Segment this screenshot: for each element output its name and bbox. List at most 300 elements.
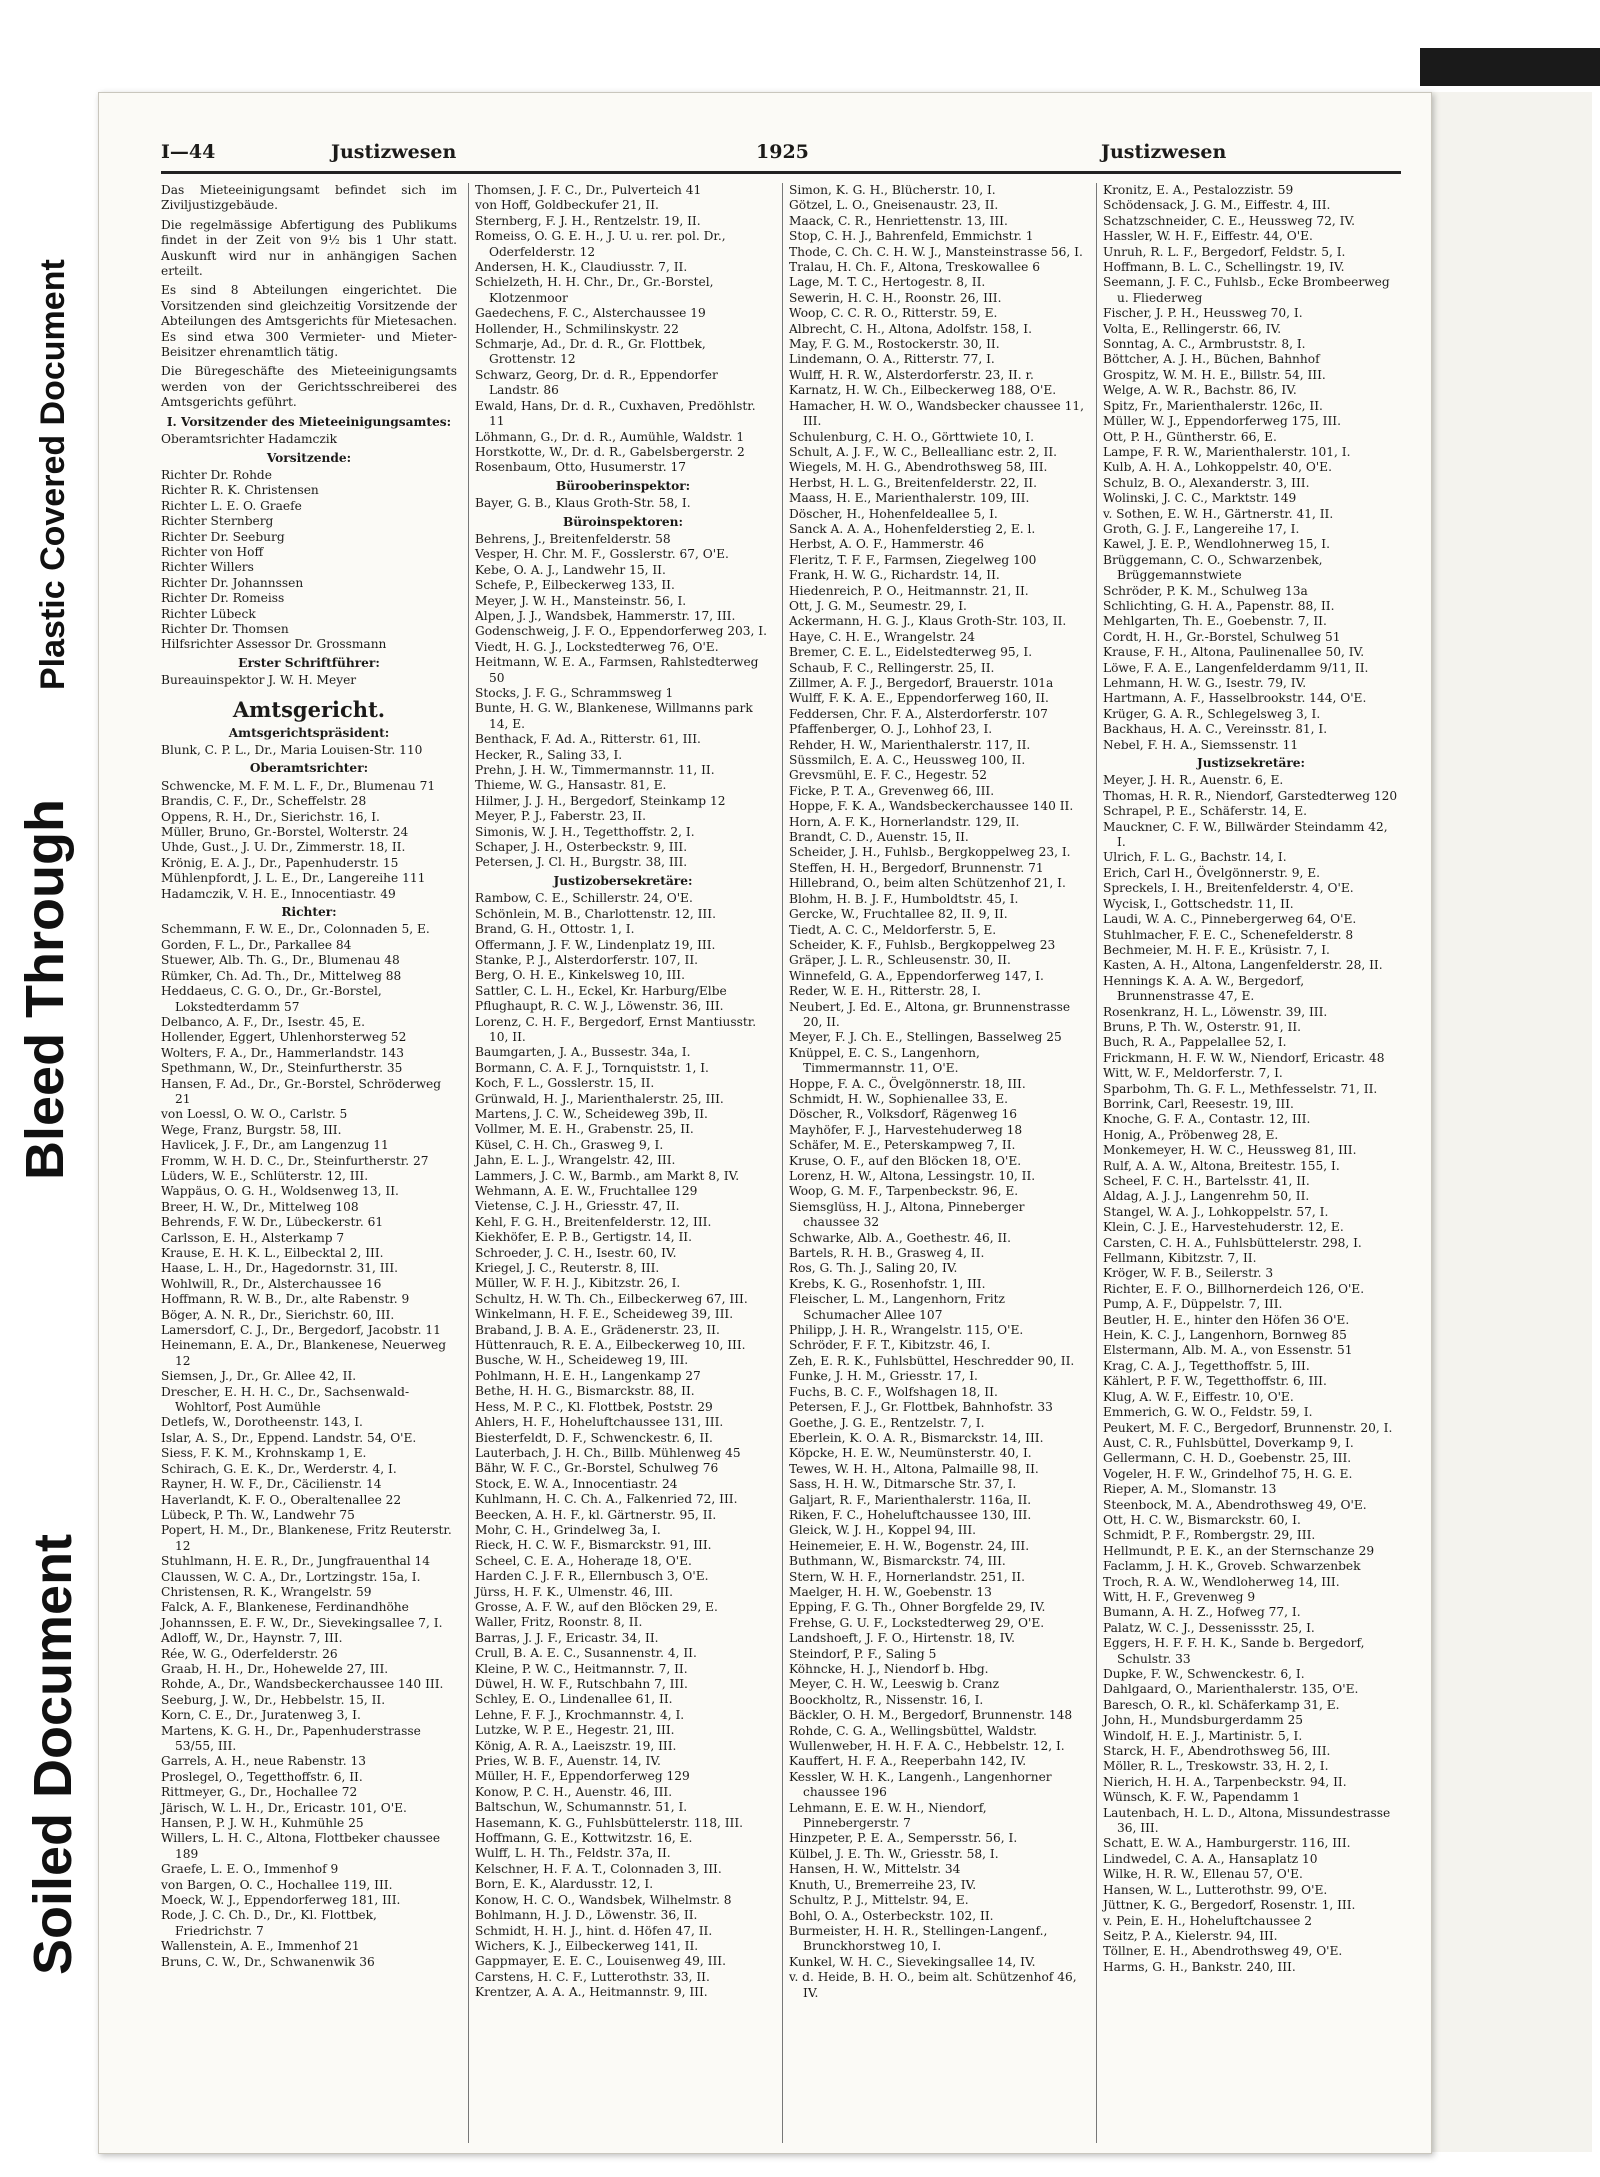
directory-entry: Waller, Fritz, Roonstr. 8, II. bbox=[475, 1615, 643, 1630]
section-heading: Amtsgerichtspräsident: bbox=[228, 725, 390, 740]
directory-entry: Erich, Carl H., Övelgönnerstr. 9, E. bbox=[1103, 865, 1321, 880]
directory-entry: Baumgarten, J. A., Bussestr. 34a, I. bbox=[475, 1045, 691, 1060]
directory-entry: Sonntag, A. C., Armbruststr. 8, I. bbox=[1103, 337, 1306, 352]
intro-paragraph: Die Büregeschäfte des Mieteeinigungsamts werden von der Gerichtsschreiberei des Amtsgerichts geführt. bbox=[161, 364, 457, 410]
directory-entry: Rosenbaum, Otto, Husumerstr. 17 bbox=[475, 460, 686, 475]
directory-entry: Blunk, C. P. L., Dr., Maria Louisen-Str. 110 bbox=[161, 743, 423, 757]
directory-entry: Gleick, W. J. H., Koppel 94, III. bbox=[789, 1523, 977, 1538]
section-heading: Richter: bbox=[281, 905, 337, 920]
directory-entry: Biesterfeldt, D. F., Schwenckestr. 6, II. bbox=[475, 1430, 713, 1445]
directory-entry: Claussen, W. C. A., Dr., Lortzingstr. 15a, I. bbox=[161, 1569, 421, 1584]
directory-entry: Kröger, W. F. B., Seilerstr. 3 bbox=[1103, 1266, 1274, 1281]
directory-entry: Lorenz, H. W., Altona, Lessingstr. 10, II. bbox=[789, 1169, 1036, 1183]
directory-entry: Pfaffenberger, O. J., Lohhof 23, I. bbox=[789, 722, 993, 737]
directory-entry: Scheel, F. C. H., Bartelsstr. 41, II. bbox=[1103, 1174, 1310, 1188]
directory-entry: Krause, F. H., Altona, Paulinenallee 50, IV. bbox=[1103, 645, 1365, 660]
directory-entry: Jahn, E. L. J., Wrangelstr. 42, III. bbox=[475, 1153, 676, 1168]
directory-entry: Süssmilch, E. A. C., Heussweg 100, II. bbox=[789, 753, 1026, 768]
directory-entry: Stern, W. H. F., Hornerlandstr. 251, II. bbox=[789, 1569, 1025, 1584]
directory-entry: Berg, O. H. E., Kinkelsweg 10, III. bbox=[475, 968, 685, 983]
directory-entry: Steindorf, P. F., Saling 5 bbox=[789, 1646, 937, 1661]
directory-entry: Dupke, F. W., Schwenckestr. 6, I. bbox=[1103, 1667, 1305, 1681]
directory-entry: Hellmundt, P. E. K., an der Sternschanze 29 bbox=[1103, 1543, 1375, 1558]
directory-entry: Kawel, J. E. P., Wendlohnerweg 15, I. bbox=[1103, 537, 1330, 552]
directory-entry: v. Sothen, E. W. H., Gärtnerstr. 41, II. bbox=[1103, 506, 1334, 521]
directory-entry: Adloff, W., Dr., Haynstr. 7, III. bbox=[161, 1631, 343, 1646]
directory-entry: Meyer, J. W. H., Mansteinstr. 56, I. bbox=[475, 593, 687, 608]
directory-entry: Lamersdorf, C. J., Dr., Bergedorf, Jacobstr. 11 bbox=[161, 1323, 441, 1338]
section-heading: Vorsitzende: bbox=[266, 450, 352, 465]
directory-entry: Jüttner, K. G., Bergedorf, Rosenstr. 1, III. bbox=[1103, 1898, 1356, 1913]
directory-entry: Unruh, R. L. F., Bergedorf, Feldstr. 5, I. bbox=[1103, 244, 1346, 259]
document-page bbox=[98, 92, 1432, 2154]
directory-entry: Gellermann, C. H. D., Goebenstr. 25, III. bbox=[1103, 1451, 1352, 1466]
directory-entry: Richter, E. F. O., Billhornerdeich 126, O'E. bbox=[1103, 1281, 1365, 1296]
header-rule bbox=[161, 171, 1401, 174]
directory-entry: Fleritz, T. F. F., Farmsen, Ziegelweg 100 bbox=[789, 552, 1037, 567]
directory-entry: Falck, A. F., Blankenese, Ferdinandhöhe bbox=[161, 1600, 409, 1615]
directory-entry: Breer, H. W., Dr., Mittelweg 108 bbox=[161, 1199, 359, 1214]
directory-entry: Kuhlmann, H. C. Ch. A., Falkenried 72, III. bbox=[475, 1492, 738, 1507]
directory-entry: Rohde, C. G. A., Wellingsbüttel, Waldstr. bbox=[789, 1723, 1037, 1738]
directory-entry: Hoffmann, B. L. C., Schellingstr. 19, IV. bbox=[1103, 260, 1345, 275]
directory-entry: Romeiss, O. G. E. H., J. U. u. rer. pol. Dr., Oderfelderstr. 12 bbox=[475, 229, 726, 259]
directory-entry: Kulb, A. H. A., Lohkoppelstr. 40, O'E. bbox=[1103, 460, 1332, 475]
directory-entry: Volta, E., Rellingerstr. 66, IV. bbox=[1103, 321, 1282, 336]
directory-entry: Knüppel, E. C. S., Langenhorn, Timmermannstr. 11, O'E. bbox=[789, 1045, 980, 1076]
directory-entry: Kleine, P. W. C., Heitmannstr. 7, II. bbox=[475, 1661, 688, 1676]
directory-entry: Scheider, K. F., Fuhlsb., Bergkoppelweg 23 bbox=[789, 937, 1056, 952]
directory-entry: Riken, F. C., Hoheluftchaussee 130, III. bbox=[789, 1507, 1032, 1522]
directory-entry: Fuchs, B. C. F., Wolfshagen 18, II. bbox=[789, 1384, 998, 1399]
directory-entry: Herbst, H. L. G., Breitenfelderstr. 22, II. bbox=[789, 475, 1037, 490]
directory-entry: Grünwald, H. J., Marienthalerstr. 25, III. bbox=[475, 1091, 724, 1106]
directory-entry: Peukert, M. F. C., Bergedorf, Brunnenstr. 20, I. bbox=[1103, 1420, 1393, 1435]
directory-entry: Kauffert, H. F. A., Reeperbahn 142, IV. bbox=[789, 1754, 1027, 1769]
directory-entry: Heinemann, E. A., Dr., Blankenese, Neuerweg 12 bbox=[161, 1338, 447, 1368]
directory-entry: Schmarje, Ad., Dr. d. R., Gr. Flottbek, Grottenstr. 12 bbox=[475, 337, 706, 367]
directory-entry: Uhde, Gust., J. U. Dr., Zimmerstr. 18, II. bbox=[161, 840, 406, 855]
directory-entry: Schlichting, G. H. A., Papenstr. 88, II. bbox=[1103, 598, 1335, 613]
directory-entry: Spitz, Fr., Marienthalerstr. 126c, II. bbox=[1103, 398, 1323, 413]
directory-entry: Godenschweig, J. F. O., Eppendorferweg 203, I. bbox=[475, 624, 767, 639]
directory-entry: Stock, E. W. A., Innocentiastr. 24 bbox=[475, 1476, 678, 1491]
intro-paragraph: Die regelmässige Abfertigung des Publikums findet in der Zeit von 9½ bis 1 Uhr statt. Auskunft wird nur in anhängigen Sachen erteilt. bbox=[161, 217, 457, 279]
directory-entry: Stuewer, Alb. Th. G., Dr., Blumenau 48 bbox=[161, 953, 400, 968]
directory-entry: Emmerich, G. W. O., Feldstr. 59, I. bbox=[1103, 1405, 1313, 1420]
directory-entry: von Bargen, O. C., Hochallee 119, III. bbox=[161, 1877, 393, 1892]
directory-entry: Rambow, C. E., Schillerstr. 24, O'E. bbox=[475, 891, 693, 906]
directory-entry: Köpcke, H. E. W., Neumünsterstr. 40, I. bbox=[789, 1446, 1032, 1461]
directory-entry: Kriegel, J. C., Reuterstr. 8, III. bbox=[475, 1261, 660, 1276]
directory-entry: Bureauinspektor J. W. H. Meyer bbox=[161, 673, 357, 688]
directory-entry: Schielzeth, H. H. Chr., Dr., Gr.-Borstel, Klotzenmoor bbox=[475, 275, 714, 305]
directory-entry: Schultz, P. J., Mittelstr. 94, E. bbox=[789, 1893, 969, 1908]
directory-entry: Troch, R. A. W., Wendloherweg 14, III. bbox=[1103, 1574, 1340, 1589]
directory-entry: Lehmann, E. E. W. H., Niendorf, Pinnebergerstr. 7 bbox=[789, 1800, 987, 1831]
directory-entry: Hoppe, F. K. A., Wandsbeckerchaussee 140 II. bbox=[789, 799, 1074, 814]
directory-entry: Moeck, W. J., Eppendorferweg 181, III. bbox=[161, 1893, 401, 1908]
side-label-bleed: Bleed Through bbox=[15, 799, 75, 1180]
directory-entry: Gercke, W., Fruchtallee 82, II. 9, II. bbox=[789, 907, 1008, 922]
directory-entry: Baltschun, W., Schumannstr. 51, I. bbox=[475, 1800, 688, 1815]
directory-entry: Graab, H. H., Dr., Hohewelde 27, III. bbox=[161, 1661, 389, 1676]
directory-entry: Barras, J. J. F., Ericastr. 34, II. bbox=[475, 1630, 659, 1645]
directory-entry: Karnatz, H. W. Ch., Eilbeckerweg 188, O'E. bbox=[789, 383, 1057, 398]
directory-entry: Götzel, L. O., Gneisenaustr. 23, II. bbox=[789, 198, 999, 213]
directory-entry: Kebe, O. A. J., Landwehr 15, II. bbox=[475, 562, 666, 577]
directory-entry: Meyer, F. J. Ch. E., Stellingen, Basselweg 25 bbox=[789, 1030, 1062, 1045]
directory-entry: Aldag, A. J. J., Langenrehm 50, II. bbox=[1103, 1189, 1310, 1204]
directory-entry: Siemsglüss, H. J., Altona, Pinneberger chaussee 32 bbox=[789, 1199, 1025, 1230]
directory-entry: Schwencke, M. F. M. L. F., Dr., Blumenau 71 bbox=[161, 778, 436, 793]
directory-entry: Klug, A. W. F., Eiffestr. 10, O'E. bbox=[1103, 1389, 1294, 1404]
directory-entry: v. Pein, E. H., Hoheluftchaussee 2 bbox=[1103, 1913, 1312, 1928]
column-4 bbox=[1103, 183, 1399, 1975]
section-heading: Amtsgericht. bbox=[232, 696, 386, 722]
directory-entry: Schmidt, H. W., Sophienallee 33, E. bbox=[789, 1091, 1009, 1106]
directory-entry: Schatt, E. W. A., Hamburgerstr. 116, III. bbox=[1103, 1836, 1351, 1851]
directory-entry: Hilfsrichter Assessor Dr. Grossmann bbox=[161, 637, 387, 652]
directory-entry: Ott, H. C. W., Bismarckstr. 60, I. bbox=[1103, 1512, 1301, 1527]
directory-entry: Willers, L. H. C., Altona, Flottbeker chaussee 189 bbox=[161, 1831, 441, 1861]
directory-entry: Wege, Franz, Burgstr. 58, III. bbox=[161, 1122, 342, 1137]
directory-entry: Garrels, A. H., neue Rabenstr. 13 bbox=[161, 1754, 367, 1769]
directory-entry: Delbanco, A. F., Dr., Isestr. 45, E. bbox=[161, 1014, 366, 1029]
directory-entry: Küsel, C. H. Ch., Grasweg 9, I. bbox=[475, 1137, 664, 1152]
directory-entry: Borrink, Carl, Reesestr. 19, III. bbox=[1103, 1096, 1294, 1111]
directory-entry: Witt, H. F., Grevenweg 9 bbox=[1103, 1589, 1256, 1604]
directory-entry: Haverlandt, K. F. O., Oberaltenallee 22 bbox=[161, 1492, 402, 1507]
directory-entry: Baresch, O. R., kl. Schäferkamp 31, E. bbox=[1103, 1697, 1340, 1712]
directory-entry: Monkemeyer, H. W. C., Heussweg 81, III. bbox=[1103, 1143, 1357, 1158]
directory-entry: Krause, E. H. K. L., Eilbecktal 2, III. bbox=[161, 1246, 384, 1260]
directory-entry: Zillmer, A. F. J., Bergedorf, Brauerstr. 101a bbox=[789, 676, 1054, 690]
directory-entry: Richter Dr. Thomsen bbox=[161, 621, 289, 636]
directory-entry: Blohm, H. B. J. F., Humboldtstr. 45, I. bbox=[789, 891, 1019, 906]
directory-entry: Wappäus, O. G. H., Woldsenweg 13, II. bbox=[161, 1184, 399, 1199]
directory-entry: Schmidt, P. F., Rombergstr. 29, III. bbox=[1103, 1528, 1316, 1543]
directory-entry: Goethe, J. G. E., Rentzelstr. 7, I. bbox=[789, 1415, 985, 1430]
directory-entry: Behrends, F. W. Dr., Lübeckerstr. 61 bbox=[161, 1215, 384, 1230]
directory-entry: Richter Dr. Romeiss bbox=[161, 591, 285, 606]
directory-entry: Krebs, K. G., Rosenhofstr. 1, III. bbox=[789, 1276, 986, 1291]
directory-entry: Grosse, A. F. W., auf den Blöcken 29, E. bbox=[475, 1599, 718, 1614]
directory-entry: Oberamtsrichter Hadamczik bbox=[161, 432, 338, 447]
next-page-edge bbox=[1430, 92, 1592, 2152]
directory-entry: Döscher, H., Hohenfeldeallee 5, I. bbox=[789, 506, 998, 521]
directory-entry: Siemsen, J., Dr., Gr. Allee 42, II. bbox=[161, 1369, 357, 1384]
directory-entry: Müller, H. F., Eppendorferweg 129 bbox=[475, 1769, 690, 1784]
directory-entry: Töllner, E. H., Abendrothsweg 49, O'E. bbox=[1103, 1944, 1343, 1959]
directory-entry: Wulff, H. R. W., Alsterdorferstr. 23, II. r. bbox=[789, 367, 1034, 382]
directory-entry: Petersen, J. Cl. H., Burgstr. 38, III. bbox=[475, 855, 688, 870]
directory-entry: Tiedt, A. C. C., Meldorferstr. 5, E. bbox=[789, 922, 997, 937]
directory-entry: Winnefeld, G. A., Eppendorferweg 147, I. bbox=[789, 968, 1044, 983]
directory-entry: Herbst, A. O. F., Hammerstr. 46 bbox=[789, 537, 985, 552]
directory-entry: Hüttenrauch, R. E. A., Eilbeckerweg 10, III. bbox=[475, 1338, 746, 1353]
page-number: I—44 bbox=[161, 141, 216, 163]
directory-entry: Mauckner, C. F. W., Billwärder Steindamm 42, I. bbox=[1103, 819, 1388, 850]
column-divider bbox=[1096, 183, 1097, 2143]
directory-entry: Hoffmann, G. E., Kottwitzstr. 16, E. bbox=[475, 1831, 693, 1846]
directory-entry: Siess, F. K. M., Krohnskamp 1, E. bbox=[161, 1446, 367, 1461]
directory-entry: Wichers, K. J., Eilbeckerweg 141, II. bbox=[475, 1938, 699, 1953]
directory-entry: Schulenburg, C. H. O., Görttwiete 10, I. bbox=[789, 429, 1034, 444]
directory-entry: Düwel, H. W. F., Rutschbahn 7, III. bbox=[475, 1677, 688, 1691]
directory-entry: v. d. Heide, B. H. O., beim alt. Schützenhof 46, IV. bbox=[789, 1970, 1077, 2000]
directory-entry: Lehmann, H. W. G., Isestr. 79, IV. bbox=[1103, 676, 1307, 690]
directory-entry: Frehse, G. U. F., Lockstedterweg 29, O'E. bbox=[789, 1615, 1045, 1630]
directory-entry: Richter von Hoff bbox=[161, 544, 264, 559]
directory-entry: Dahlgaard, O., Marienthalerstr. 135, O'E. bbox=[1103, 1682, 1359, 1697]
side-label-soiled: Soiled Document bbox=[23, 1533, 83, 1975]
directory-entry: Möller, R. L., Treskowstr. 33, H. 2, I. bbox=[1103, 1759, 1329, 1774]
directory-entry: Stocks, J. F. G., Schrammsweg 1 bbox=[475, 686, 674, 700]
directory-entry: Hartmann, A. F., Hasselbrookstr. 144, O'E. bbox=[1103, 691, 1367, 706]
directory-entry: Schley, E. O., Lindenallee 61, II. bbox=[475, 1692, 673, 1707]
directory-entry: Viedt, H. G. J., Lockstedterweg 76, O'E. bbox=[475, 639, 719, 654]
directory-entry: Lautenbach, H. L. D., Altona, Missundestrasse 36, III. bbox=[1103, 1805, 1391, 1836]
directory-entry: Schröder, F. F. T., Kibitzstr. 46, I. bbox=[789, 1338, 991, 1353]
intro-paragraph: Das Mieteeinigungsamt befindet sich im Ziviljustizgebäude. bbox=[161, 183, 457, 213]
directory-entry: Maass, H. E., Marienthalerstr. 109, III. bbox=[789, 491, 1030, 506]
directory-entry: Busche, W. H., Scheideweg 19, III. bbox=[475, 1353, 689, 1368]
directory-entry: Lauterbach, J. H. Ch., Billb. Mühlenweg 45 bbox=[475, 1445, 741, 1460]
directory-entry: von Hoff, Goldbeckufer 21, II. bbox=[475, 198, 659, 213]
directory-entry: Böger, A. N. R., Dr., Sierichstr. 60, III. bbox=[161, 1307, 395, 1322]
directory-entry: Welge, A. W. R., Bachstr. 86, IV. bbox=[1103, 383, 1297, 398]
directory-entry: Starck, H. F., Abendrothsweg 56, III. bbox=[1103, 1744, 1331, 1759]
directory-entry: Lindemann, O. A., Ritterstr. 77, I. bbox=[789, 352, 995, 367]
directory-entry: Richter Lübeck bbox=[161, 606, 256, 621]
directory-entry: Witt, W. F., Meldorferstr. 7, I. bbox=[1103, 1066, 1283, 1081]
directory-entry: Wallenstein, A. E., Immenhof 21 bbox=[161, 1939, 360, 1954]
directory-entry: Palatz, W. C. J., Dessenissstr. 25, I. bbox=[1103, 1620, 1315, 1635]
directory-entry: Hess, M. P. C., Kl. Flottbek, Poststr. 29 bbox=[475, 1399, 713, 1414]
directory-entry: Horn, A. F. K., Hornerlandstr. 129, II. bbox=[789, 814, 1020, 829]
column-1 bbox=[161, 183, 457, 1970]
directory-entry: Windolf, H. E. J., Martinistr. 5, I. bbox=[1103, 1728, 1303, 1743]
directory-entry: Müller, Bruno, Gr.-Borstel, Wolterstr. 24 bbox=[161, 825, 409, 840]
directory-entry: Brüggemann, C. O., Schwarzenbek, Brüggemannstwiete bbox=[1103, 552, 1323, 583]
directory-entry: Gräper, J. L. R., Schleusenstr. 30, II. bbox=[789, 953, 1011, 968]
directory-entry: Simonis, W. J. H., Tegetthoffstr. 2, I. bbox=[475, 824, 695, 839]
directory-entry: Rohde, A., Dr., Wandsbeckerchaussee 140 III. bbox=[161, 1677, 444, 1692]
directory-entry: Wünsch, K. F. W., Papendamm 1 bbox=[1103, 1790, 1301, 1805]
directory-entry: Brandt, C. D., Auenstr. 15, II. bbox=[789, 830, 969, 845]
directory-entry: Rode, J. C. Ch. D., Dr., Kl. Flottbek, Friedrichstr. 7 bbox=[161, 1908, 377, 1938]
directory-entry: Tewes, W. H. H., Altona, Palmaille 98, II. bbox=[789, 1461, 1039, 1476]
directory-entry: Spethmann, W., Dr., Steinfurtherstr. 35 bbox=[161, 1061, 403, 1076]
intro-paragraph: Es sind 8 Abteilungen eingerichtet. Die Vorsitzenden sind gleichzeitig Vorsitzende der Abteilungen des Amtsgerichts für Mietesachen. Es sind etwa 300 Vermieter- und Mieter-Beisitzer ehrenamtlich tätig. bbox=[161, 283, 457, 360]
directory-entry: Döscher, R., Volksdorf, Rägenweg 16 bbox=[789, 1107, 1018, 1122]
directory-entry: Crull, B. A. E. C., Susannenstr. 4, II. bbox=[475, 1646, 697, 1661]
directory-entry: Steenbock, M. A., Abendrothsweg 49, O'E. bbox=[1103, 1497, 1367, 1512]
directory-entry: Groth, G. J. F., Langereihe 17, I. bbox=[1103, 521, 1300, 536]
directory-entry: Tralau, H. Ch. F., Altona, Treskowallee 6 bbox=[789, 260, 1040, 275]
directory-entry: Elstermann, Alb. M. A., von Essenstr. 51 bbox=[1103, 1343, 1353, 1358]
directory-entry: Beecken, A. H. F., kl. Gärtnerstr. 95, II. bbox=[475, 1507, 717, 1522]
directory-entry: Stangel, W. A. J., Lohkoppelstr. 57, I. bbox=[1103, 1204, 1329, 1219]
directory-entry: Kiekhöfer, E. P. B., Gertigstr. 14, II. bbox=[475, 1230, 692, 1245]
directory-entry: Sattler, C. L. H., Eckel, Kr. Harburg/Elbe bbox=[475, 983, 727, 998]
directory-entry: Krüger, G. A. R., Schlegelsweg 3, I. bbox=[1103, 706, 1321, 721]
directory-entry: Rayner, H. W. F., Dr., Cäcilienstr. 14 bbox=[161, 1477, 382, 1492]
directory-entry: Krag, C. A. J., Tegetthoffstr. 5, III. bbox=[1103, 1358, 1310, 1373]
directory-entry: Stop, C. H. J., Bahrenfeld, Emmichstr. 1 bbox=[789, 229, 1034, 244]
directory-entry: Havlicek, J. F., Dr., am Langenzug 11 bbox=[161, 1138, 389, 1153]
directory-entry: Harms, G. H., Bankstr. 240, III. bbox=[1103, 1959, 1296, 1974]
directory-entry: Kruse, O. F., auf den Blöcken 18, O'E. bbox=[789, 1153, 1022, 1168]
directory-entry: Konow, H. C. O., Wandsbek, Wilhelmstr. 8 bbox=[475, 1892, 732, 1907]
directory-entry: Schult, A. J. F., W. C., Belleallianc estr. 2, II. bbox=[789, 444, 1058, 459]
directory-entry: Hennings K. A. A. W., Bergedorf, Brunnenstrasse 47, E. bbox=[1103, 973, 1305, 1004]
section-heading: Justizsekretäre: bbox=[1196, 756, 1306, 771]
directory-entry: Ulrich, F. L. G., Bachstr. 14, I. bbox=[1103, 850, 1287, 865]
directory-entry: Schroeder, J. C. H., Isestr. 60, IV. bbox=[475, 1245, 677, 1260]
directory-entry: Ackermann, H. G. J., Klaus Groth-Str. 103, II. bbox=[789, 614, 1067, 629]
directory-entry: Alpen, J. J., Wandsbek, Hammerstr. 17, III. bbox=[475, 608, 736, 623]
directory-entry: Müller, W. J., Eppendorferweg 175, III. bbox=[1103, 414, 1341, 429]
directory-entry: Fromm, W. H. D. C., Dr., Steinfurtherstr. 27 bbox=[161, 1153, 429, 1168]
directory-entry: König, A. R. A., Laeiszstr. 19, III. bbox=[475, 1738, 677, 1753]
directory-entry: Ficke, P. T. A., Grevenweg 66, III. bbox=[789, 783, 995, 798]
directory-entry: Fellmann, Kibitzstr. 7, II. bbox=[1103, 1251, 1257, 1266]
directory-entry: Hassler, W. H. F., Eiffestr. 44, O'E. bbox=[1103, 229, 1313, 244]
directory-entry: Richter Dr. Johannssen bbox=[161, 575, 304, 590]
directory-entry: Wulff, F. K. A. E., Eppendorferweg 160, II. bbox=[789, 691, 1049, 706]
directory-entry: Knoche, G. F. A., Contastr. 12, III. bbox=[1103, 1112, 1311, 1127]
directory-entry: Bethe, H. H. G., Bismarckstr. 88, II. bbox=[475, 1384, 695, 1399]
directory-entry: Seemann, J. F. C., Fuhlsb., Ecke Brombeerweg u. Fliederweg bbox=[1103, 275, 1390, 305]
directory-entry: Hadamczik, V. H. E., Innocentiastr. 49 bbox=[161, 886, 396, 901]
directory-entry: Rulf, A. A. W., Altona, Breitestr. 155, I. bbox=[1103, 1158, 1340, 1173]
directory-entry: Hein, K. C. J., Langenhorn, Bornweg 85 bbox=[1103, 1328, 1347, 1343]
directory-entry: Bormann, C. A. F. J., Tornquiststr. 1, I. bbox=[475, 1060, 709, 1075]
directory-entry: Rieck, H. C. W. F., Bismarckstr. 91, III. bbox=[475, 1538, 712, 1553]
directory-entry: Schatzschneider, C. E., Heussweg 72, IV. bbox=[1103, 213, 1356, 228]
directory-entry: Honig, A., Pröbenweg 28, E. bbox=[1103, 1127, 1279, 1142]
directory-entry: Lehne, F. F. J., Krochmannstr. 4, I. bbox=[475, 1707, 685, 1722]
section-heading: Bürooberinspektor: bbox=[555, 478, 691, 493]
directory-entry: Maelger, H. H. W., Goebenstr. 13 bbox=[789, 1584, 992, 1599]
directory-entry: Andersen, H. K., Claudiusstr. 7, II. bbox=[475, 260, 688, 275]
directory-entry: Schödensack, J. G. M., Eiffestr. 4, III. bbox=[1103, 198, 1331, 213]
directory-entry: Schaper, J. H., Osterbeckstr. 9, III. bbox=[475, 840, 688, 855]
directory-entry: Richter Dr. Seeburg bbox=[161, 529, 285, 544]
directory-entry: Neubert, J. Ed. E., Altona, gr. Brunnenstrasse 20, II. bbox=[789, 999, 1071, 1029]
directory-entry: Richter L. E. O. Graefe bbox=[161, 498, 302, 513]
directory-entry: Lüders, W. E., Schlüterstr. 12, III. bbox=[161, 1168, 369, 1183]
directory-entry: Rée, W. G., Oderfelderstr. 26 bbox=[161, 1646, 338, 1661]
directory-entry: Epping, F. G. Th., Ohner Borgfelde 29, IV. bbox=[789, 1600, 1046, 1615]
directory-entry: Nierich, H. H. A., Tarpenbeckstr. 94, II. bbox=[1103, 1774, 1347, 1789]
directory-entry: Konow, P. C. H., Auenstr. 46, III. bbox=[475, 1784, 673, 1799]
directory-entry: Gorden, F. L., Dr., Parkallee 84 bbox=[161, 937, 352, 952]
directory-entry: Lampe, F. R. W., Marienthalerstr. 101, I. bbox=[1103, 444, 1351, 459]
directory-entry: Köhncke, H. J., Niendorf b. Hbg. bbox=[789, 1662, 989, 1676]
directory-entry: Mühlenpfordt, J. L. E., Dr., Langereihe 111 bbox=[161, 871, 426, 886]
page-header bbox=[161, 141, 1401, 171]
directory-entry: Martens, K. G. H., Dr., Papenhuderstrasse 53/55, III. bbox=[161, 1723, 421, 1753]
directory-entry: Bohlmann, H. J. D., Löwenstr. 36, II. bbox=[475, 1908, 698, 1923]
directory-entry: Rehder, H. W., Marienthalerstr. 117, II. bbox=[789, 737, 1031, 752]
directory-entry: Schemmann, F. W. E., Dr., Colonnaden 5, E. bbox=[161, 922, 430, 937]
directory-entry: Philipp, J. H. R., Wrangelstr. 115, O'E. bbox=[789, 1323, 1024, 1338]
directory-entry: Bunte, H. G. W., Blankenese, Willmanns park 14, E. bbox=[475, 701, 753, 731]
top-right-dark-bar bbox=[1420, 48, 1600, 86]
directory-entry: Pohlmann, H. E. H., Langenkamp 27 bbox=[475, 1368, 701, 1383]
directory-entry: Horstkotte, W., Dr. d. R., Gabelsbergerstr. 2 bbox=[475, 444, 745, 459]
directory-entry: Drescher, E. H. H. C., Dr., Sachsenwald-Wohltorf, Post Aumühle bbox=[161, 1384, 410, 1415]
directory-entry: Vogeler, H. F. W., Grindelhof 75, H. G. E. bbox=[1103, 1466, 1353, 1481]
directory-entry: Hoppe, F. A. C., Övelgönnerstr. 18, III. bbox=[789, 1076, 1026, 1091]
directory-entry: Jürss, H. F. K., Ulmenstr. 46, III. bbox=[475, 1584, 673, 1599]
directory-entry: Schröder, P. K. M., Schulweg 13a bbox=[1103, 583, 1308, 598]
directory-entry: Sass, H. H. W., Ditmarsche Str. 37, I. bbox=[789, 1477, 1017, 1492]
directory-entry: Brandis, C. F., Dr., Scheffelstr. 28 bbox=[161, 794, 367, 809]
directory-entry: Schwarz, Georg, Dr. d. R., Eppendorfer Landstr. 86 bbox=[475, 367, 718, 398]
directory-entry: Beutler, H. E., hinter den Höfen 36 O'E. bbox=[1103, 1312, 1350, 1327]
directory-entry: Kehl, F. G. H., Breitenfelderstr. 12, III. bbox=[475, 1214, 712, 1229]
directory-entry: Haye, C. H. E., Wrangelstr. 24 bbox=[789, 629, 975, 644]
directory-entry: Kählert, P. F. W., Tegetthoffstr. 6, III. bbox=[1103, 1374, 1327, 1389]
directory-entry: Hansen, H. W., Mittelstr. 34 bbox=[789, 1862, 961, 1877]
directory-entry: Korn, C. E., Dr., Juratenweg 3, I. bbox=[161, 1708, 361, 1723]
directory-entry: Hiedenreich, P. O., Heitmannstr. 21, II. bbox=[789, 583, 1029, 598]
directory-entry: Mayhöfer, F. J., Harvestehuderweg 18 bbox=[789, 1122, 1023, 1137]
directory-entry: Meyer, P. J., Faberstr. 23, II. bbox=[475, 809, 646, 824]
directory-entry: Bruns, P. Th. W., Osterstr. 91, II. bbox=[1103, 1019, 1302, 1034]
directory-entry: Knuth, U., Bremerreihe 23, IV. bbox=[789, 1877, 977, 1892]
directory-entry: Gaedechens, F. C., Alsterchaussee 19 bbox=[475, 306, 706, 321]
directory-entry: Thomas, H. R. R., Niendorf, Garstedterweg 120 bbox=[1103, 788, 1398, 803]
directory-entry: Funke, J. H. M., Griesstr. 17, I. bbox=[789, 1369, 978, 1384]
directory-entry: Reder, W. E. H., Ritterstr. 28, I. bbox=[789, 984, 981, 999]
directory-entry: Richter Dr. Rohde bbox=[161, 467, 272, 482]
directory-entry: Haase, L. H., Dr., Hagedornstr. 31, III. bbox=[161, 1261, 399, 1276]
directory-entry: Wycisk, I., Gottschedstr. 11, II. bbox=[1103, 896, 1294, 911]
directory-entry: Wehmann, A. E. W., Fruchtallee 129 bbox=[475, 1184, 698, 1198]
directory-entry: Hinzpeter, P. E. A., Sempersstr. 56, I. bbox=[789, 1831, 1018, 1846]
directory-entry: Schwarke, Alb. A., Goethestr. 46, II. bbox=[789, 1230, 1011, 1245]
directory-entry: Woop, G. M. F., Tarpenbeckstr. 96, E. bbox=[789, 1184, 1019, 1199]
directory-entry: Lorenz, C. H. F., Bergedorf, Ernst Mantiusstr. 10, II. bbox=[475, 1014, 757, 1044]
directory-entry: Bohl, O. A., Osterbeckstr. 102, II. bbox=[789, 1908, 994, 1923]
directory-entry: Bayer, G. B., Klaus Groth-Str. 58, I. bbox=[475, 496, 691, 511]
directory-entry: Wolinski, J. C. C., Marktstr. 149 bbox=[1103, 491, 1297, 506]
directory-entry: Stanke, P. J., Alsterdorferstr. 107, II. bbox=[475, 952, 699, 967]
column-divider bbox=[782, 183, 783, 2143]
directory-entry: Backhaus, H. A. C., Vereinsstr. 81, I. bbox=[1103, 722, 1328, 737]
directory-entry: Pflughaupt, R. C. W. J., Löwenstr. 36, III. bbox=[475, 999, 724, 1014]
directory-entry: Galjart, R. F., Marienthalerstr. 116a, II. bbox=[789, 1492, 1032, 1507]
directory-entry: Aust, C. R., Fuhlsbüttel, Doverkamp 9, I. bbox=[1103, 1435, 1354, 1450]
directory-entry: Woop, C. C. R. O., Ritterstr. 59, E. bbox=[789, 306, 998, 321]
directory-entry: Wiegels, M. H. G., Abendrothsweg 58, III. bbox=[789, 460, 1048, 475]
directory-entry: Richter Willers bbox=[161, 560, 254, 575]
directory-entry: Winkelmann, H. F. E., Scheideweg 39, III. bbox=[475, 1307, 734, 1322]
directory-entry: Fischer, J. P. H., Heussweg 70, I. bbox=[1103, 306, 1303, 321]
directory-entry: Ewald, Hans, Dr. d. R., Cuxhaven, Predöhlstr. 11 bbox=[475, 398, 756, 429]
directory-entry: Mehlgarten, Th. E., Goebenstr. 7, II. bbox=[1103, 614, 1327, 629]
directory-entry: Bechmeier, M. H. F. E., Krüsistr. 7, I. bbox=[1103, 942, 1330, 957]
directory-entry: Bäckler, O. H. M., Bergedorf, Brunnenstr. 148 bbox=[789, 1708, 1073, 1723]
section-heading: Justizobersekretäre: bbox=[553, 873, 693, 888]
directory-entry: Löhmann, G., Dr. d. R., Aumühle, Waldstr. 1 bbox=[475, 429, 745, 444]
directory-entry: Richter Sternberg bbox=[161, 514, 274, 529]
